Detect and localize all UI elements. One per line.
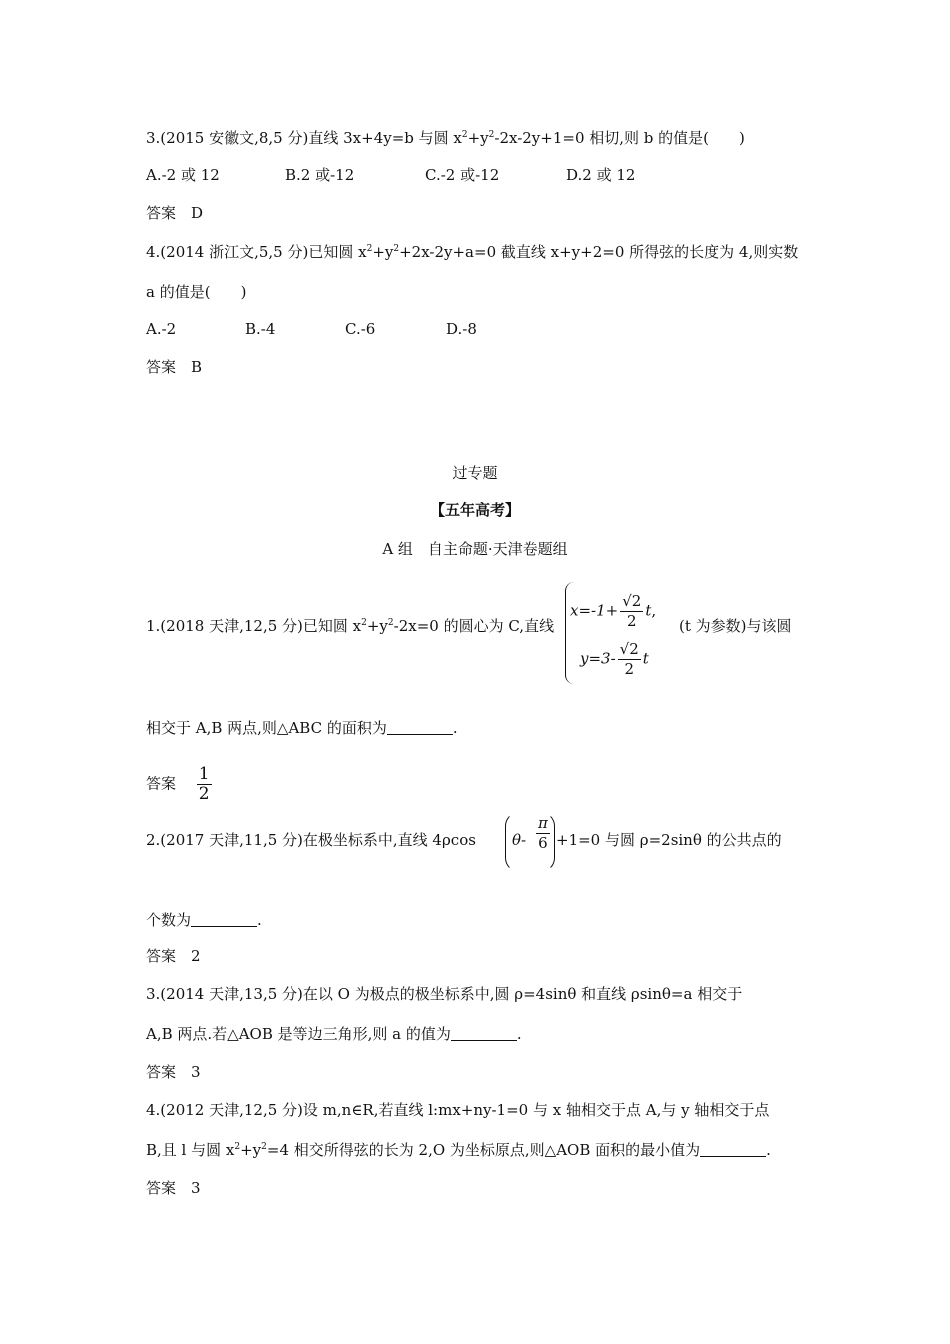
tianjin-q2-stem: 2.(2017 天津,11,5 分)在极坐标系中,直线 4ρcos xyxy=(146,831,476,849)
answer-tianjin-q2: 答案 2 xyxy=(146,947,201,965)
question-3-2015-stem: 3.(2015 安徽文,8,5 分)直线 3x+4y=b 与圆 $x^2+y^2-2x-2y+1=0$ 相切,则 b 的值是( ) xyxy=(146,129,745,147)
theta-expression: θ- xyxy=(512,831,527,849)
param-equation-x: x=-1+ $\frac{√2}{2}$ t, xyxy=(570,592,657,630)
group-heading: A 组 自主命题·天津卷题组 xyxy=(382,540,568,558)
option-d: D.2 或 12 xyxy=(566,166,636,184)
pi-over-six: $\frac{\pi}{6}$ xyxy=(538,814,548,852)
tianjin-q1-stem: 1.(2018 天津,12,5 分)已知圆 $x^2+y^2-2x=0$ 的圆心为 C,直线 xyxy=(146,617,555,635)
question-4-2014-stem-line2: a 的值是( ) xyxy=(146,283,247,301)
section-title: 过专题 xyxy=(452,464,498,482)
option-a: A.-2 xyxy=(146,320,177,338)
tianjin-q2-line2: 个数为 . xyxy=(146,911,262,929)
answer-tianjin-q4: 答案 3 xyxy=(146,1179,201,1197)
answer-blank xyxy=(191,912,257,927)
param-equation-y: y=3- $\frac{√2}{2}$ t xyxy=(580,640,649,678)
answer-blank xyxy=(700,1142,766,1157)
answer-blank xyxy=(387,720,453,735)
option-c: C.-2 或-12 xyxy=(425,166,500,184)
answer-blank xyxy=(451,1026,517,1041)
tianjin-q2-stem-tail: +1=0 与圆 ρ=2sinθ 的公共点的 xyxy=(556,831,782,849)
option-a: A.-2 或 12 xyxy=(146,166,220,184)
answer-tianjin-q1: 答案 $\frac{1}{2}$ xyxy=(146,764,210,804)
option-c: C.-6 xyxy=(345,320,376,338)
option-d: D.-8 xyxy=(446,320,477,338)
question-4-2014-stem: 4.(2014 浙江文,5,5 分)已知圆 $x^2+y^2+2x-2y+a=0$ 截直线 x+y+2=0 所得弦的长度为 4,则实数 xyxy=(146,243,799,261)
tianjin-q3-line2: A,B 两点.若△AOB 是等边三角形,则 a 的值为 . xyxy=(146,1025,522,1043)
tianjin-q1-line2: 相交于 A,B 两点,则△ABC 的面积为 . xyxy=(146,719,458,737)
section-subtitle: 【五年高考】 xyxy=(429,501,520,519)
tianjin-q1-stem-tail: (t 为参数)与该圆 xyxy=(679,617,792,635)
tianjin-q4-line2: B,且 l 与圆 $x^2+y^2=4$ 相交所得弦的长为 2,O 为坐标原点,则△AOB 面积的最小值为 . xyxy=(146,1141,771,1159)
answer-q4-2014: 答案 B xyxy=(146,358,203,376)
answer-q3-2015: 答案 D xyxy=(146,204,204,222)
answer-tianjin-q3: 答案 3 xyxy=(146,1063,201,1081)
option-b: B.-4 xyxy=(245,320,276,338)
tianjin-q3-stem: 3.(2014 天津,13,5 分)在以 O 为极点的极坐标系中,圆 ρ=4sinθ 和直线 ρsinθ=a 相交于 xyxy=(146,985,743,1003)
tianjin-q4-stem: 4.(2012 天津,12,5 分)设 m,n∈R,若直线 l:mx+ny-1=0 与 x 轴相交于点 A,与 y 轴相交于点 xyxy=(146,1101,770,1119)
option-b: B.2 或-12 xyxy=(285,166,355,184)
